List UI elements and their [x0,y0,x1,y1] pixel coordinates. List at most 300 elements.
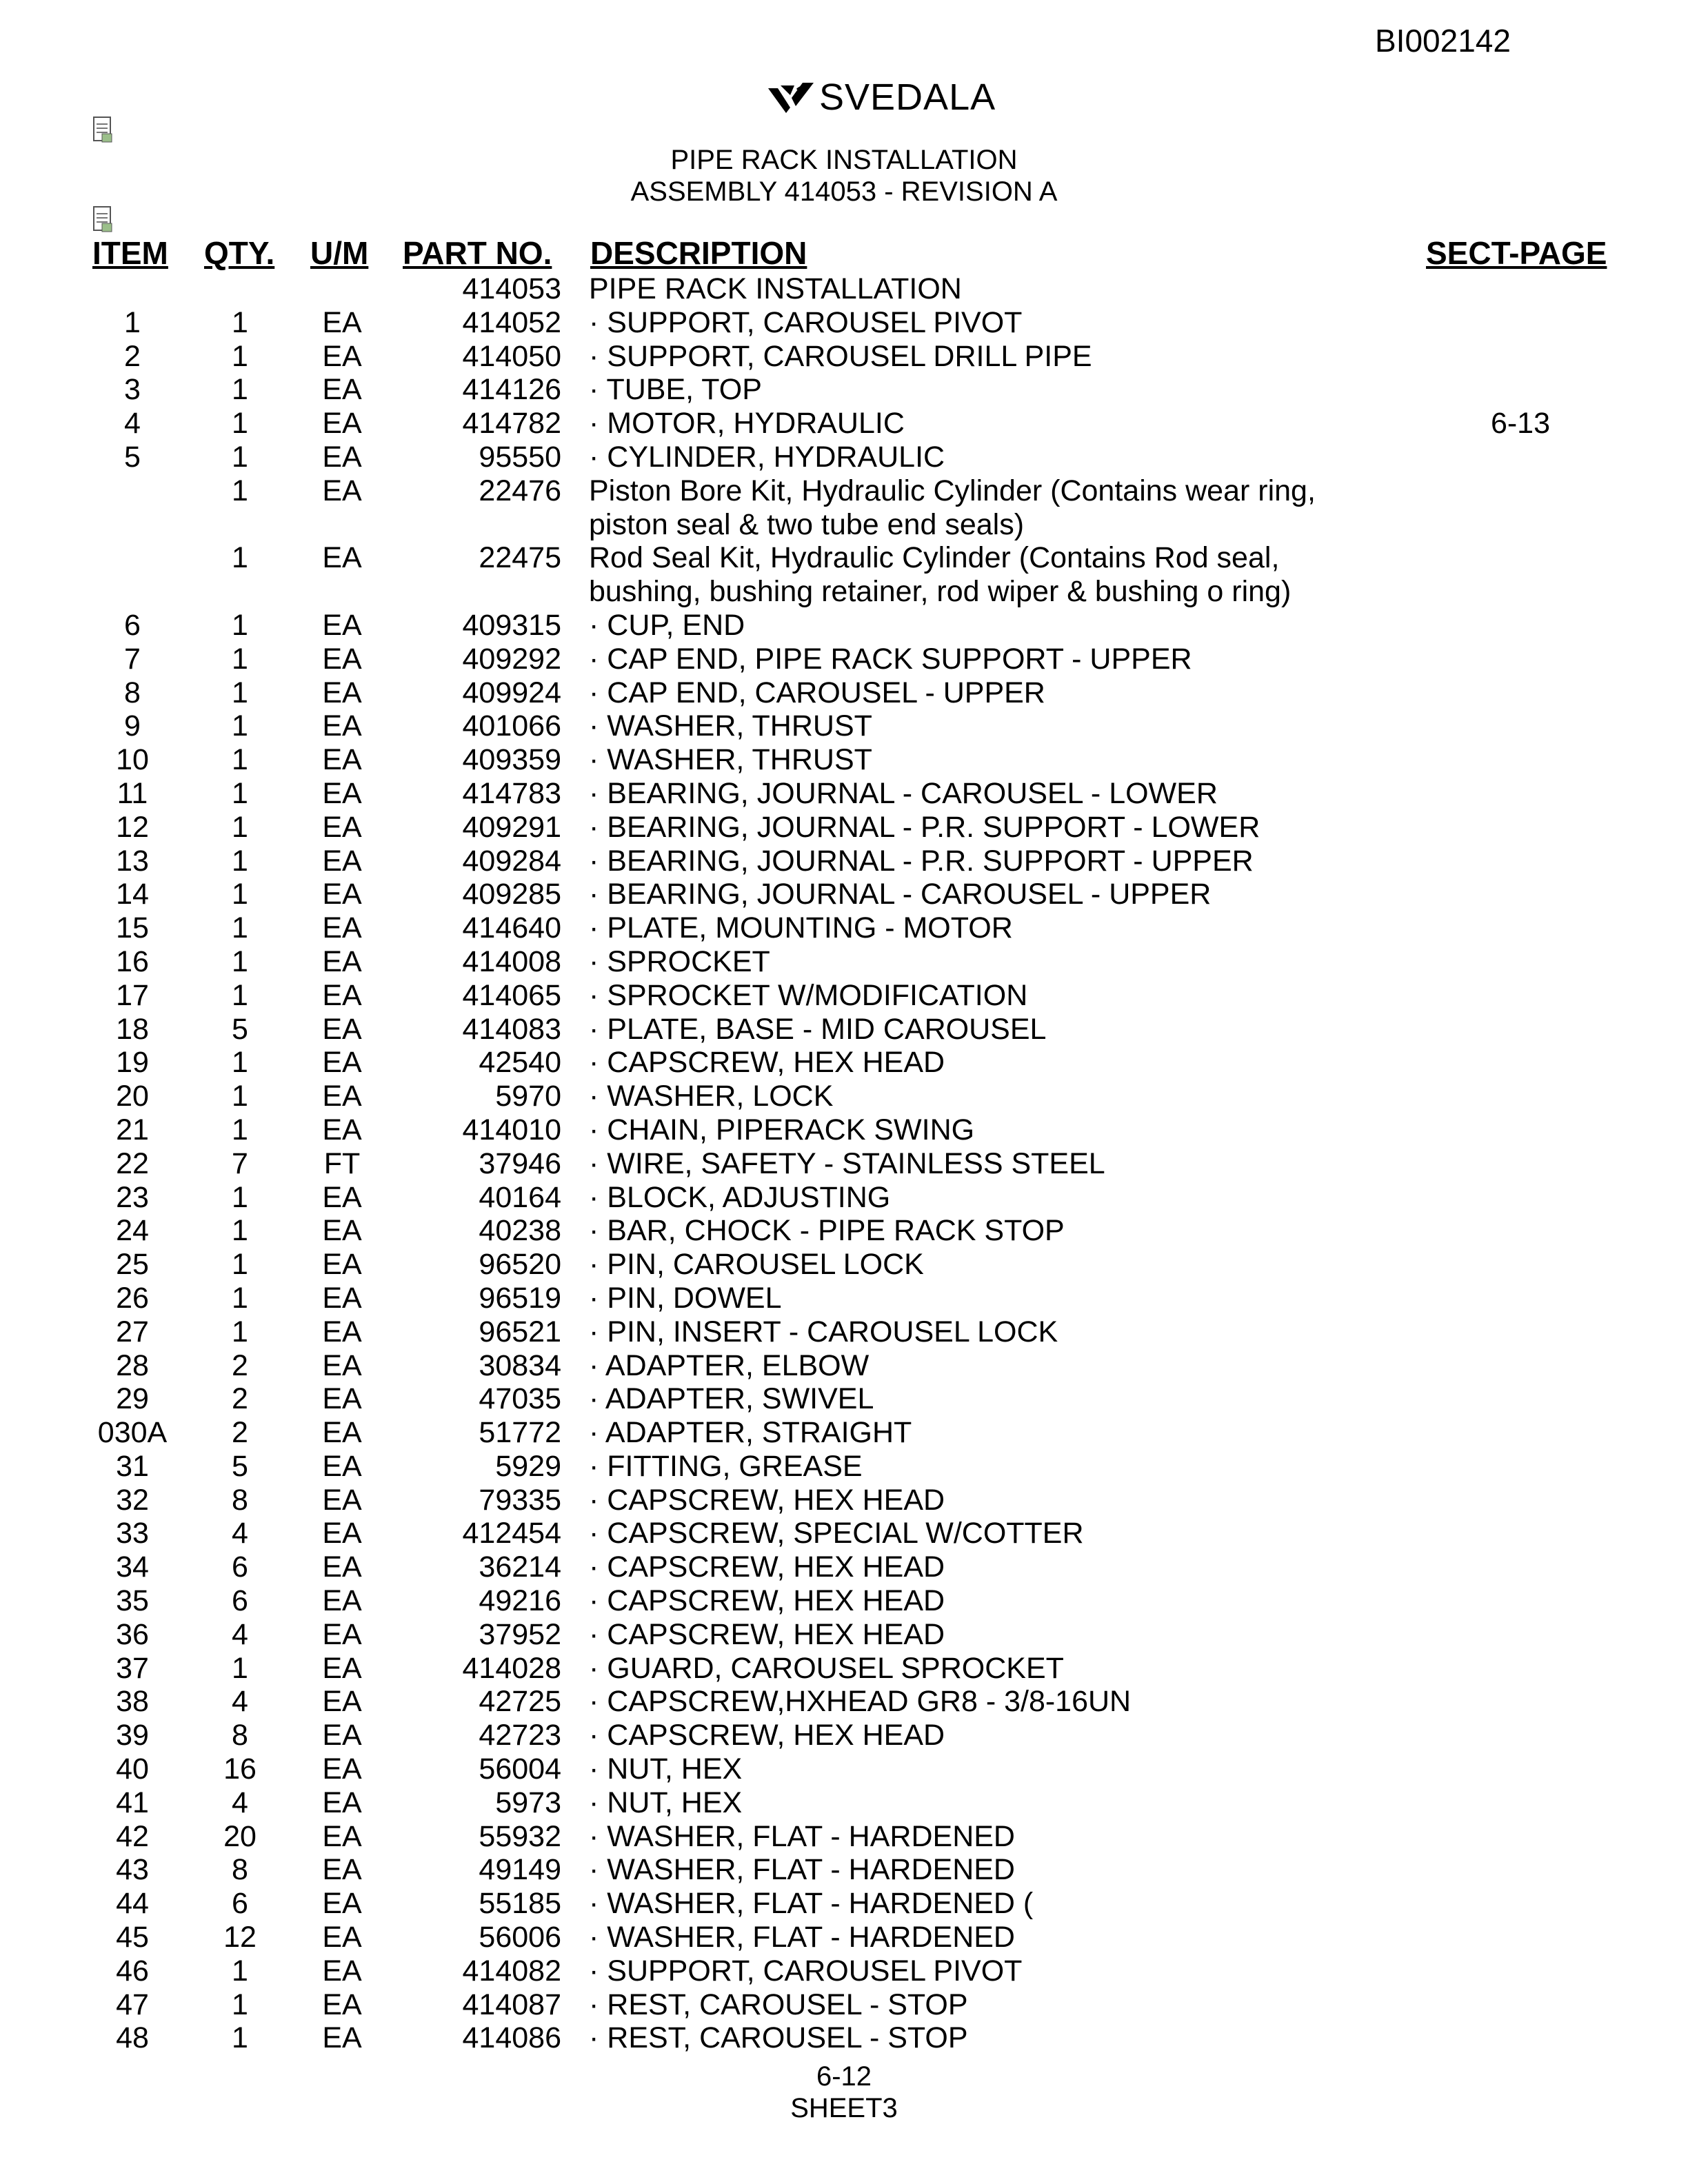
svedala-logo-icon [767,80,815,114]
cell-item: 34 [116,1550,149,1584]
cell-um: EA [322,743,362,777]
cell-part-no: 414083 [462,1012,561,1046]
cell-qty: 1 [232,1180,248,1214]
cell-qty: 1 [232,1248,248,1282]
cell-qty: 1 [232,944,248,978]
cell-part-no: 22476 [479,474,561,507]
document-icon [92,116,114,143]
cell-part-no: 414008 [462,944,561,978]
cell-qty: 6 [232,1584,248,1618]
cell-part-no: 56004 [479,1752,561,1786]
table-row [0,743,1688,777]
cell-um: EA [322,944,362,978]
cell-um: EA [322,1954,362,1988]
cell-sect-page: 6-13 [1490,407,1551,441]
cell-qty: 4 [232,1517,248,1550]
cell-description: · BAR, CHOCK - PIPE RACK STOP [589,1214,1065,1248]
footer-sheet: SHEET3 [790,2093,898,2123]
cell-item: 40 [116,1752,149,1786]
cell-part-no: 49149 [479,1853,561,1887]
cell-description: · PLATE, BASE - MID CAROUSEL [589,1012,1047,1046]
cell-description: · CHAIN, PIPERACK SWING [589,1113,975,1146]
cell-description: · SUPPORT, CAROUSEL PIVOT [589,1954,1023,1988]
cell-part-no: 409291 [462,810,561,844]
cell-item: 32 [116,1483,149,1517]
cell-part-no: 5973 [495,1786,561,1819]
cell-description: · REST, CAROUSEL - STOP [589,1988,968,2021]
table-row [0,340,1688,374]
cell-qty: 1 [232,1214,248,1248]
table-row [0,272,1688,306]
cell-description: · ADAPTER, ELBOW [589,1348,870,1382]
table-row [0,1517,1688,1550]
cell-part-no: 96519 [479,1281,561,1315]
cell-um: EA [322,810,362,844]
cell-qty: 8 [232,1719,248,1752]
cell-um: EA [322,878,362,911]
cell-item: 21 [116,1113,149,1146]
table-row [0,845,1688,878]
cell-um: EA [322,1819,362,1853]
cell-qty: 1 [232,474,248,507]
table-row [0,1147,1688,1181]
cell-item: 26 [116,1281,149,1315]
table-row [0,676,1688,710]
cell-description: · SPROCKET W/MODIFICATION [589,978,1028,1012]
cell-item: 1 [124,305,141,339]
cell-item: 030A [97,1416,168,1450]
cell-um: EA [322,608,362,642]
cell-item: 13 [116,844,149,878]
cell-description: · WASHER, FLAT - HARDENED ( [589,1887,1034,1921]
cell-qty: 1 [232,1080,248,1113]
cell-description: · WASHER, LOCK [589,1080,834,1113]
cell-description: · SUPPORT, CAROUSEL DRILL PIPE [589,339,1092,373]
cell-item: 24 [116,1214,149,1248]
cell-item: 12 [116,810,149,844]
table-row [0,1181,1688,1215]
header-sect-page: SECT-PAGE [1426,235,1607,271]
cell-part-no: 414086 [462,2021,561,2055]
cell-item: 2 [124,339,141,373]
cell-um: EA [322,1046,362,1080]
cell-qty: 1 [232,305,248,339]
cell-description: · CAP END, PIPE RACK SUPPORT - UPPER [589,642,1192,676]
cell-um: EA [322,1887,362,1921]
cell-qty: 1 [232,978,248,1012]
cell-part-no: 79335 [479,1483,561,1517]
cell-part-no: 96520 [479,1248,561,1282]
cell-item: 31 [116,1449,149,1483]
cell-um: EA [322,339,362,373]
cell-description: · CAPSCREW,HXHEAD GR8 - 3/8-16UN [589,1685,1132,1719]
cell-description: · CAPSCREW, HEX HEAD [589,1719,945,1752]
cell-part-no: 414640 [462,911,561,945]
cell-um: EA [322,1988,362,2021]
table-row [0,643,1688,676]
cell-part-no: 55185 [479,1887,561,1921]
cell-qty: 6 [232,1887,248,1921]
cell-part-no: 409315 [462,608,561,642]
cell-part-no: 95550 [479,440,561,474]
table-row [0,1349,1688,1383]
cell-um: EA [322,642,362,676]
cell-um: EA [322,1449,362,1483]
cell-um: EA [322,978,362,1012]
cell-qty: 1 [232,810,248,844]
table-row [0,1282,1688,1315]
cell-item: 17 [116,978,149,1012]
cell-um: EA [322,440,362,474]
cell-item: 3 [124,373,141,407]
table-row [0,911,1688,945]
cell-um: EA [322,1719,362,1752]
cell-um: EA [322,1113,362,1146]
cell-item: 29 [116,1382,149,1416]
cell-part-no: 49216 [479,1584,561,1618]
cell-um: EA [322,1281,362,1315]
table-row [0,945,1688,979]
cell-description: · WASHER, THRUST [589,709,872,743]
logo-text: SVEDALA [819,77,996,118]
cell-item: 35 [116,1584,149,1618]
cell-um: EA [322,709,362,743]
cell-description: · PIN, INSERT - CAROUSEL LOCK [589,1315,1058,1348]
cell-qty: 1 [232,1315,248,1348]
cell-um: EA [322,844,362,878]
cell-qty: 6 [232,1550,248,1584]
cell-um: EA [322,1012,362,1046]
cell-item: 10 [116,743,149,777]
cell-item: 7 [124,642,141,676]
svedala-logo [767,76,996,119]
cell-description: Rod Seal Kit, Hydraulic Cylinder (Contains Rod seal, bushing, bushing retainer, rod wiper & bushing o ring) [589,541,1292,609]
cell-item: 8 [124,676,141,709]
cell-um: EA [322,1921,362,1954]
table-row [0,878,1688,911]
cell-part-no: 414010 [462,1113,561,1146]
table-row [0,1013,1688,1046]
document-id: BI002142 [1375,23,1511,59]
cell-qty: 1 [232,1651,248,1685]
cell-qty: 20 [223,1819,257,1853]
cell-um: EA [322,1853,362,1887]
cell-um: EA [322,1651,362,1685]
cell-item: 5 [124,440,141,474]
cell-description: Piston Bore Kit, Hydraulic Cylinder (Contains wear ring, piston seal & two tube end seals) [589,474,1316,541]
table-row [0,811,1688,845]
parts-table [0,272,1688,2055]
table-row [0,1416,1688,1450]
cell-part-no: 22475 [479,541,561,575]
cell-item: 39 [116,1719,149,1752]
cell-part-no: 40164 [479,1180,561,1214]
table-row [0,474,1688,542]
cell-um: FT [323,1146,361,1180]
cell-um: EA [322,1617,362,1651]
cell-item: 33 [116,1517,149,1550]
cell-part-no: 412454 [462,1517,561,1550]
cell-item: 4 [124,407,141,441]
table-row [0,1618,1688,1652]
table-row [0,777,1688,811]
cell-part-no: 414082 [462,1954,561,1988]
document-icon [92,205,114,233]
cell-um: EA [322,1214,362,1248]
cell-qty: 1 [232,2021,248,2055]
cell-um: EA [322,1248,362,1282]
cell-qty: 2 [232,1382,248,1416]
cell-qty: 1 [232,339,248,373]
table-row [0,1820,1688,1854]
cell-item: 28 [116,1348,149,1382]
cell-part-no: 51772 [479,1416,561,1450]
cell-qty: 1 [232,878,248,911]
table-row [0,1046,1688,1080]
cell-qty: 1 [232,541,248,575]
cell-item: 25 [116,1248,149,1282]
cell-part-no: 409292 [462,642,561,676]
cell-qty: 1 [232,1046,248,1080]
cell-description: · PIN, DOWEL [589,1281,782,1315]
table-row [0,1113,1688,1147]
cell-um: EA [322,1584,362,1618]
table-row [0,1921,1688,1954]
cell-qty: 1 [232,911,248,945]
cell-item: 27 [116,1315,149,1348]
cell-part-no: 37952 [479,1617,561,1651]
header-qty: QTY. [204,235,275,271]
table-row [0,1652,1688,1686]
cell-qty: 5 [232,1449,248,1483]
cell-description: PIPE RACK INSTALLATION [589,272,962,305]
cell-um: EA [322,776,362,810]
table-row [0,2021,1688,2055]
cell-description: · CAP END, CAROUSEL - UPPER [589,676,1045,709]
cell-description: · PLATE, MOUNTING - MOTOR [589,911,1013,945]
cell-um: EA [322,1550,362,1584]
cell-um: EA [322,1348,362,1382]
cell-part-no: 414087 [462,1988,561,2021]
cell-qty: 1 [232,373,248,407]
cell-part-no: 414126 [462,373,561,407]
cell-description: · PIN, CAROUSEL LOCK [589,1248,924,1282]
cell-description: · CAPSCREW, HEX HEAD [589,1617,945,1651]
table-row [0,1484,1688,1517]
cell-item: 41 [116,1786,149,1819]
cell-description: · ADAPTER, SWIVEL [589,1382,874,1416]
header-part-no: PART NO. [403,235,552,271]
cell-part-no: 414782 [462,407,561,441]
table-row [0,1887,1688,1921]
cell-part-no: 30834 [479,1348,561,1382]
table-row [0,1719,1688,1752]
footer-page-number: 6-12 [816,2061,872,2092]
cell-part-no: 414052 [462,305,561,339]
cell-um: EA [322,2021,362,2055]
cell-description: · BEARING, JOURNAL - P.R. SUPPORT - UPPER [589,844,1254,878]
cell-item: 44 [116,1887,149,1921]
cell-qty: 2 [232,1416,248,1450]
cell-description: · BEARING, JOURNAL - CAROUSEL - UPPER [589,878,1212,911]
cell-um: EA [322,1483,362,1517]
cell-item: 23 [116,1180,149,1214]
header-item: ITEM [92,235,168,271]
cell-part-no: 409359 [462,743,561,777]
cell-um: EA [322,1685,362,1719]
table-row [0,541,1688,609]
cell-part-no: 409285 [462,878,561,911]
cell-item: 20 [116,1080,149,1113]
table-row [0,1382,1688,1416]
cell-description: · NUT, HEX [589,1786,743,1819]
page-subtitle: ASSEMBLY 414053 - REVISION A [630,176,1058,207]
cell-description: · TUBE, TOP [589,373,762,407]
table-row [0,1954,1688,1988]
cell-description: · WASHER, FLAT - HARDENED [589,1921,1015,1954]
table-row [0,1315,1688,1349]
cell-description: · BEARING, JOURNAL - CAROUSEL - LOWER [589,776,1218,810]
cell-part-no: 414065 [462,978,561,1012]
cell-qty: 1 [232,676,248,709]
cell-description: · BLOCK, ADJUSTING [589,1180,891,1214]
table-row [0,1786,1688,1820]
cell-part-no: 409924 [462,676,561,709]
cell-item: 15 [116,911,149,945]
cell-part-no: 96521 [479,1315,561,1348]
cell-qty: 7 [232,1146,248,1180]
table-row [0,373,1688,407]
cell-part-no: 47035 [479,1382,561,1416]
cell-qty: 1 [232,1988,248,2021]
page-title: PIPE RACK INSTALLATION [670,145,1018,175]
cell-part-no: 414028 [462,1651,561,1685]
cell-item: 18 [116,1012,149,1046]
table-row [0,709,1688,743]
cell-item: 48 [116,2021,149,2055]
cell-qty: 1 [232,407,248,441]
table-row [0,1450,1688,1484]
cell-item: 36 [116,1617,149,1651]
table-row [0,1584,1688,1618]
cell-item: 43 [116,1853,149,1887]
cell-um: EA [322,305,362,339]
cell-qty: 1 [232,642,248,676]
cell-item: 6 [124,608,141,642]
cell-um: EA [322,541,362,575]
cell-description: · SUPPORT, CAROUSEL PIVOT [589,305,1023,339]
cell-um: EA [322,373,362,407]
cell-item: 22 [116,1146,149,1180]
cell-description: · CAPSCREW, HEX HEAD [589,1483,945,1517]
cell-description: · MOTOR, HYDRAULIC [589,407,905,441]
cell-qty: 2 [232,1348,248,1382]
cell-part-no: 56006 [479,1921,561,1954]
cell-part-no: 55932 [479,1819,561,1853]
table-row [0,1214,1688,1248]
cell-item: 16 [116,944,149,978]
table-row [0,1853,1688,1887]
cell-part-no: 42540 [479,1046,561,1080]
header-um: U/M [310,235,369,271]
cell-um: EA [322,1382,362,1416]
cell-qty: 12 [223,1921,257,1954]
cell-qty: 1 [232,844,248,878]
cell-um: EA [322,1416,362,1450]
cell-part-no: 414783 [462,776,561,810]
cell-description: · BEARING, JOURNAL - P.R. SUPPORT - LOWER [589,810,1260,844]
cell-um: EA [322,407,362,441]
cell-um: EA [322,1786,362,1819]
cell-description: · CYLINDER, HYDRAULIC [589,440,945,474]
cell-part-no: 414053 [462,272,561,305]
cell-um: EA [322,1752,362,1786]
cell-description: · CAPSCREW, HEX HEAD [589,1046,945,1080]
cell-qty: 1 [232,776,248,810]
cell-description: · SPROCKET [589,944,770,978]
cell-description: · WASHER, THRUST [589,743,872,777]
cell-qty: 8 [232,1483,248,1517]
cell-qty: 1 [232,1281,248,1315]
cell-item: 47 [116,1988,149,2021]
cell-part-no: 40238 [479,1214,561,1248]
cell-qty: 1 [232,440,248,474]
cell-qty: 1 [232,1954,248,1988]
cell-qty: 1 [232,608,248,642]
cell-description: · WASHER, FLAT - HARDENED [589,1853,1015,1887]
cell-um: EA [322,474,362,507]
table-row [0,1550,1688,1584]
cell-um: EA [322,676,362,709]
cell-um: EA [322,1315,362,1348]
cell-item: 38 [116,1685,149,1719]
cell-item: 11 [117,776,148,810]
cell-qty: 1 [232,709,248,743]
cell-item: 14 [116,878,149,911]
cell-um: EA [322,1517,362,1550]
cell-qty: 16 [223,1752,257,1786]
header-description: DESCRIPTION [590,235,807,271]
cell-description: · CAPSCREW, HEX HEAD [589,1550,945,1584]
cell-description: · CAPSCREW, HEX HEAD [589,1584,945,1618]
cell-um: EA [322,1180,362,1214]
cell-description: · CUP, END [589,608,745,642]
cell-description: · NUT, HEX [589,1752,743,1786]
cell-part-no: 36214 [479,1550,561,1584]
cell-um: EA [322,1080,362,1113]
cell-description: · FITTING, GREASE [589,1449,863,1483]
table-row [0,1080,1688,1113]
table-row [0,609,1688,643]
cell-qty: 1 [232,1113,248,1146]
table-row [0,1685,1688,1719]
cell-qty: 8 [232,1853,248,1887]
table-row [0,1988,1688,2022]
cell-item: 37 [116,1651,149,1685]
cell-um: EA [322,911,362,945]
cell-qty: 1 [232,743,248,777]
cell-item: 45 [116,1921,149,1954]
cell-qty: 4 [232,1786,248,1819]
cell-part-no: 5970 [495,1080,561,1113]
cell-part-no: 42723 [479,1719,561,1752]
cell-qty: 4 [232,1685,248,1719]
cell-description: · GUARD, CAROUSEL SPROCKET [589,1651,1064,1685]
cell-qty: 5 [232,1012,248,1046]
cell-part-no: 409284 [462,844,561,878]
cell-description: · WIRE, SAFETY - STAINLESS STEEL [589,1146,1105,1180]
cell-description: · CAPSCREW, SPECIAL W/COTTER [589,1517,1084,1550]
